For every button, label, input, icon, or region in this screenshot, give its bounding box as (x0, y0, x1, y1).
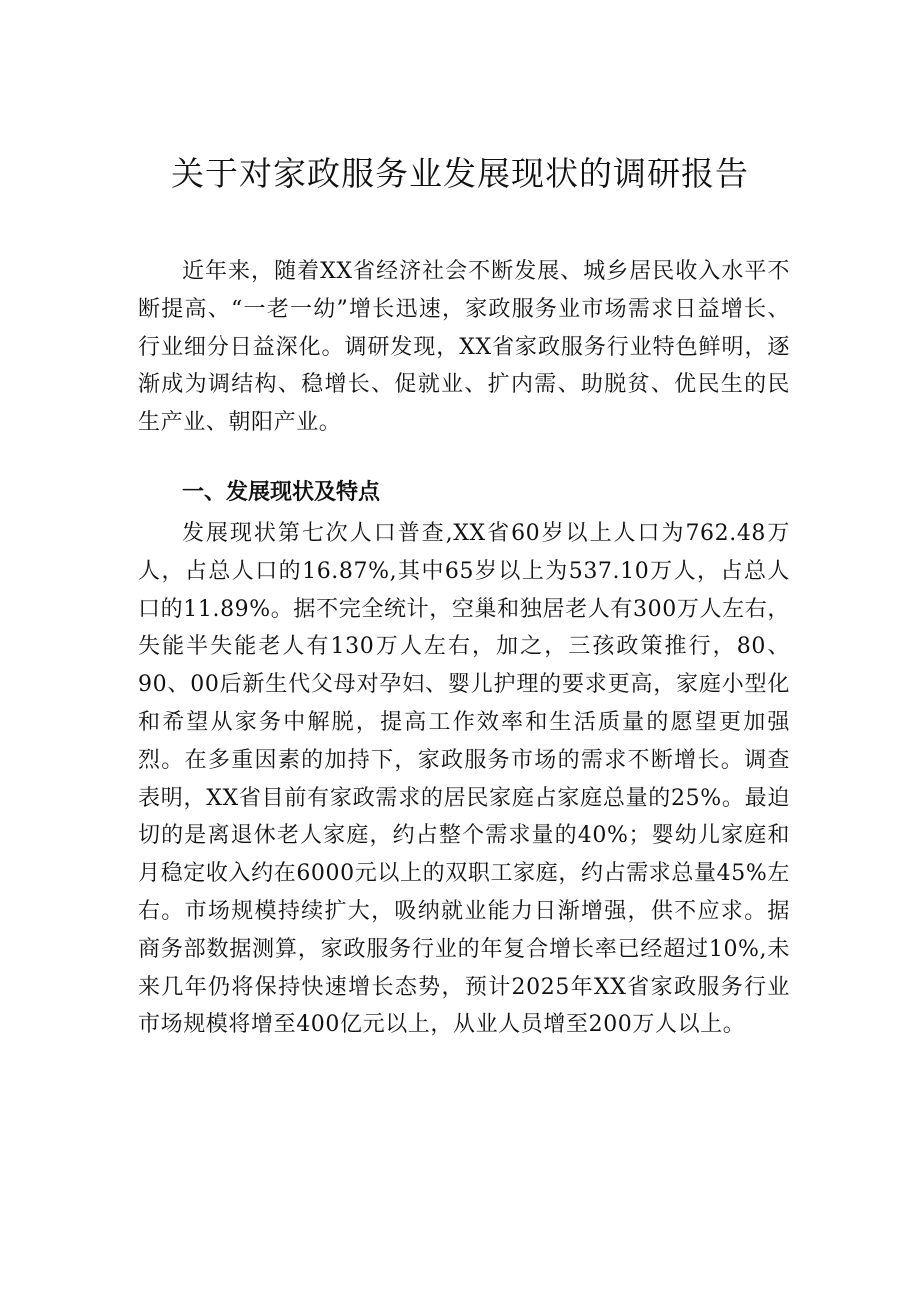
section-heading-development-status: 一、发展现状及特点 (182, 480, 381, 505)
intro-paragraph: 近年来，随着XX省经济社会不断发展、城乡居民收入水平不断提高、“一老一幼”增长迅速，家政服务业市场需求日益增长、行业细分日益深化。调研发现，XX省家政服务行业特色鲜明，逐渐成为调结构、稳增长、促就业、扩内需、助脱贫、优民生的民生产业、朝阳产业。 (138, 259, 790, 436)
document-title: 关于对家政服务业发展现状的调研报告 (171, 154, 749, 193)
development-status-paragraph: 发展现状第七次人口普查,XX省60岁以上人口为762.48万人，占总人口的16.87%,其中65岁以上为537.10万人，占总人口的11.89%。据不完全统计，空巢和独居老人有300万人左右，失能半失能老人有130万人左右，加之，三孩政策推行，80、90、00后新生代父母对孕妇、婴儿护理的要求更高，家庭小型化和希望从家务中解脱，提高工作效率和生活质量的愿望更加强烈。在多重因素的加持下，家政服务市场的需求不断增长。调查表明，XX省目前有家政需求的居民家庭占家庭总量的25%。最迫切的是离退休老人家庭，约占整个需求量的40%；婴幼儿家庭和月稳定收入约在6000元以上的双职工家庭，约占需求总量45%左右。市场规模持续扩大，吸纳就业能力日渐增强，供不应求。据商务部数据测算，家政服务行业的年复合增长率已经超过10%,未来几年仍将保持快速增长态势，预计2025年XX省家政服务行业市场规模将增至400亿元以上，从业人员增至200万人以上。 (138, 521, 790, 1038)
